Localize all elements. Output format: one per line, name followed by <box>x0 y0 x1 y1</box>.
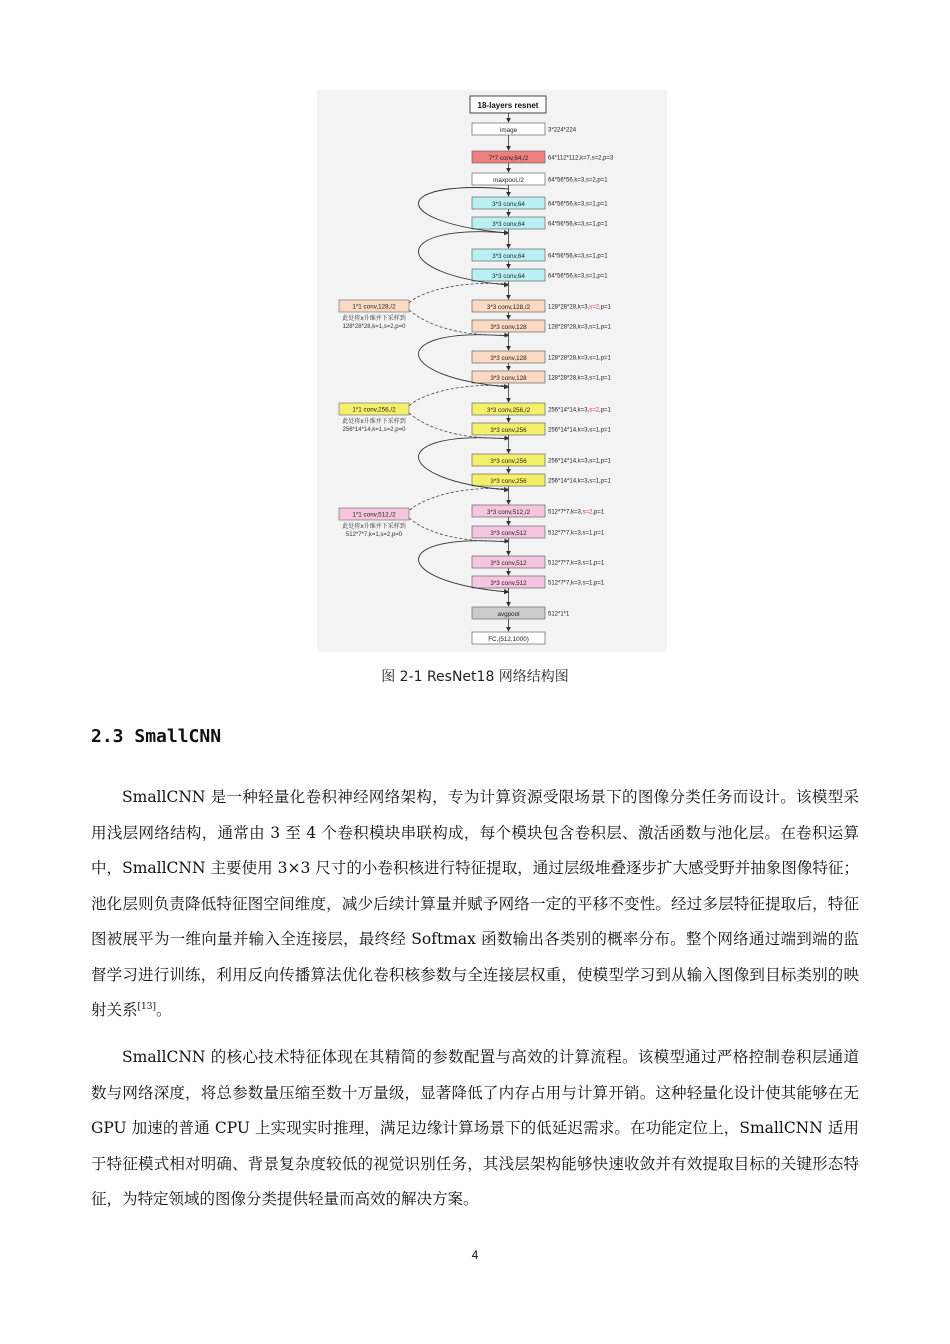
layer-label: 3*3 conv,64 <box>492 273 525 280</box>
layer-label: 3*3 conv,256,/2 <box>486 407 531 414</box>
layer-label: 7*7 conv,64,/2 <box>488 155 529 162</box>
layer-label: 3*3 conv,128 <box>490 375 527 382</box>
paragraph-1-text: SmallCNN 是一种轻量化卷积神经网络架构，专为计算资源受限场景下的图像分类任务而设计。该模型采用浅层网络结构，通常由 3 至 4 个卷积模块串联构成，每个模块包含卷积层、激活函数与池化层。在卷积运算中，SmallCNN 主要使用 3×3 尺寸的小卷积核进行特征提取，通过层级堆叠逐步扩大感受野并抽象图像特征；池化层则负责降低特征图空间维度，减少后续计算量并赋予网络一定的平移不变性。经过多层特征提取后，特征图被展平为一维向量并输入全连接层，最终经 Softmax 函数输出各类别的概率分布。整个网络通过端到端的监督学习进行训练，利用反向传播算法优化卷积核参数与全连接层权重，使模型学习到从输入图像到目标类别的映射关系 <box>91 788 859 1019</box>
layer-desc: 128*28*28,k=3,s=1,p=1 <box>548 324 611 331</box>
page-number: 4 <box>471 1248 479 1262</box>
layer-label: 3*3 conv,256 <box>490 458 527 465</box>
shortcut-label: 1*1 conv,256,/2 <box>352 406 396 414</box>
layer-label: 3*3 conv,128 <box>490 355 527 362</box>
layer-desc: 64*112*112,k=7,s=2,p=3 <box>548 155 614 162</box>
paragraph-1 <box>91 780 859 1029</box>
shortcut-note-dims: 128*28*28,k=1,s=2,p=0 <box>342 324 406 330</box>
layer-label: 3*3 conv,128 <box>490 324 527 331</box>
layer-label: 3*3 conv,64 <box>492 201 525 208</box>
layer-desc: 512*7*7,k=3,s=2,p=1 <box>548 509 605 516</box>
layer-label: 3*3 conv,64 <box>492 221 525 228</box>
layer-label: 3*3 conv,128,/2 <box>486 304 531 311</box>
layer-desc: 512*7*7,k=3,s=1,p=1 <box>548 580 605 587</box>
layer-desc: 256*14*14,k=3,s=1,p=1 <box>548 427 611 434</box>
shortcut-label: 1*1 conv,512,/2 <box>352 511 396 519</box>
layer-desc: 256*14*14,k=3,s=1,p=1 <box>548 458 611 465</box>
resnet18-figure <box>317 90 667 652</box>
layer-label: image <box>499 127 518 134</box>
layer-label: 3*3 conv,256 <box>490 427 527 434</box>
layer-label: 3*3 conv,512,/2 <box>486 509 531 516</box>
layer-desc: 512*7*7,k=3,s=1,p=1 <box>548 530 605 537</box>
layer-desc: 3*224*224 <box>548 127 577 134</box>
shortcut-label: 1*1 conv,128,/2 <box>352 303 396 311</box>
layer-desc: 64*56*56,k=3,s=1,p=1 <box>548 273 608 280</box>
section-title: SmallCNN <box>134 726 222 747</box>
shortcut-note: 此处将x升维并下采样到 <box>342 418 406 425</box>
layer-label: 3*3 conv,512 <box>490 560 527 567</box>
paragraph-2: SmallCNN 的核心技术特征体现在其精简的参数配置与高效的计算流程。该模型通过严格控制卷积层通道数与网络深度，将总参数量压缩至数十万量级，显著降低了内存占用与计算开销。这种轻量化设计使其能够在无 GPU 加速的普通 CPU 上实现实时推理，满足边缘计算场景下的低延迟需求。在功能定位上，SmallCNN 适用于特征模式相对明确、背景复杂度较低的视觉识别任务，其浅层架构能够快速收敛并有效提取目标的关键形态特征，为特定领域的图像分类提供轻量而高效的解决方案。 <box>91 1048 859 1208</box>
layer-desc: 512*1*1 <box>548 611 570 618</box>
shortcut-note-dims: 512*7*7,k=1,s=2,p=0 <box>345 532 403 538</box>
layer-desc: 64*56*56,k=3,s=2,p=1 <box>548 177 608 184</box>
figure-title: 18-layers resnet <box>477 101 539 110</box>
layer-label: 3*3 conv,512 <box>490 530 527 537</box>
resnet18-diagram <box>317 90 667 652</box>
layer-label: FC,(512,1000) <box>488 636 529 643</box>
layer-desc: 128*28*28,k=3,s=2,p=1 <box>548 304 611 311</box>
figure-caption: 图 2-1 ResNet18 网络结构图 <box>381 669 569 685</box>
layer-desc: 128*28*28,k=3,s=1,p=1 <box>548 375 611 382</box>
section-number: 2.3 <box>91 726 124 747</box>
citation-13[interactable]: [13] <box>137 1001 156 1012</box>
layer-label: avgpool <box>497 611 520 618</box>
layer-desc: 64*56*56,k=3,s=1,p=1 <box>548 253 608 260</box>
section-heading <box>91 726 221 747</box>
layer-label: 3*3 conv,64 <box>492 253 525 260</box>
layer-desc: 64*56*56,k=3,s=1,p=1 <box>548 201 608 208</box>
layer-desc: 512*7*7,k=3,s=1,p=1 <box>548 560 605 567</box>
layer-desc: 256*14*14,k=3,s=1,p=1 <box>548 478 611 485</box>
layer-label: maxpool,/2 <box>493 177 524 184</box>
paragraph-1-end: 。 <box>156 1001 172 1019</box>
shortcut-note: 此处将x升维并下采样到 <box>342 523 406 530</box>
shortcut-note: 此处将x升维并下采样到 <box>342 315 406 322</box>
layer-desc: 256*14*14,k=3,s=2,p=1 <box>548 407 611 414</box>
layer-desc: 64*56*56,k=3,s=1,p=1 <box>548 221 608 228</box>
layer-desc: 128*28*28,k=3,s=1,p=1 <box>548 355 611 362</box>
layer-label: 3*3 conv,256 <box>490 478 527 485</box>
layer-label: 3*3 conv,512 <box>490 580 527 587</box>
shortcut-note-dims: 256*14*14,k=1,s=2,p=0 <box>342 427 406 433</box>
